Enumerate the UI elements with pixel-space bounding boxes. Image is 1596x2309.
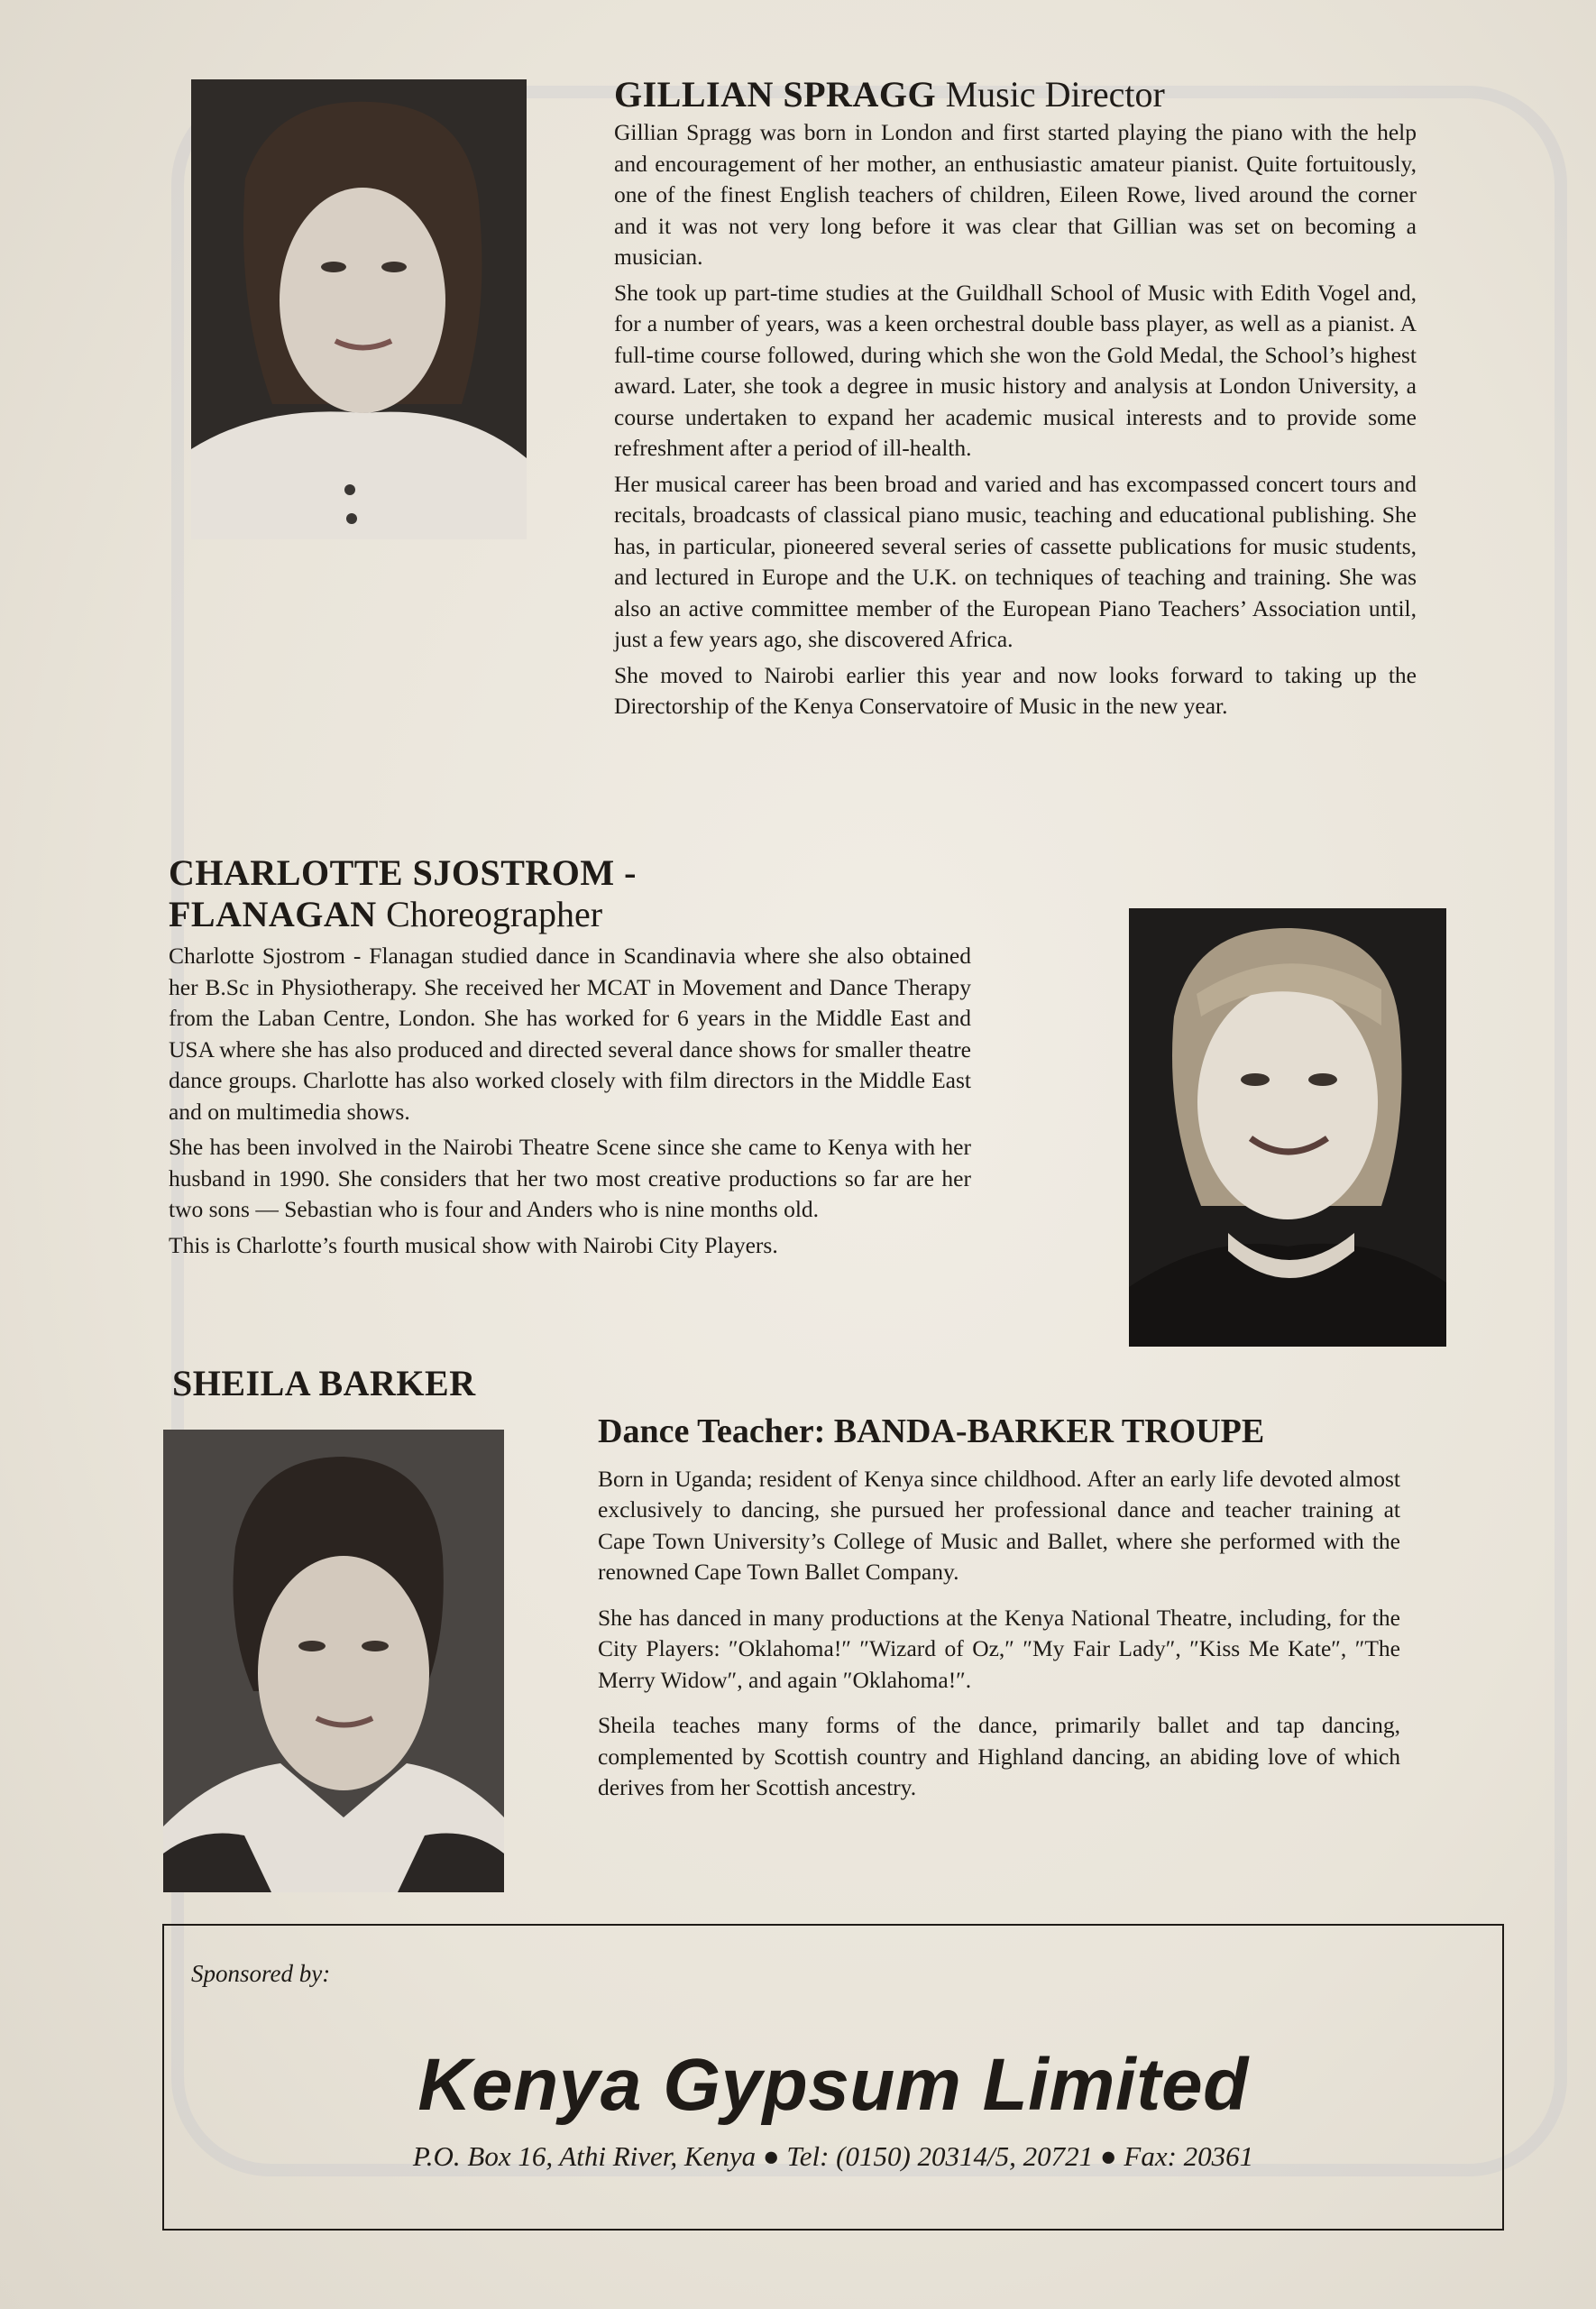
sponsor-box bbox=[162, 1924, 1504, 2231]
bio-paragraph: Born in Uganda; resident of Kenya since childhood. After an early life devoted almost exclusively to dancing, she pursued her professional dance and teacher training at Cape Town University’s College of Music and Ballet, where she performed with the renowned Cape Town Ballet Company. bbox=[598, 1465, 1400, 1586]
charlotte-flanagan-section bbox=[169, 852, 971, 1265]
bio-paragraph: Gillian Spragg was born in London and first started playing the piano with the help and encouragement of her mother, an enthusiastic amateur pianist. Quite fortuitously, one of the finest English teachers of children, Eileen Rowe, lived around the corner and it was not very long before it was clear that Gillian was set on becoming a musician. bbox=[614, 119, 1417, 270]
gillian-spragg-section bbox=[614, 74, 1417, 727]
gillian-spragg-heading bbox=[614, 74, 1417, 115]
bio-paragraph: She moved to Nairobi earlier this year and now looks forward to taking up the Directorship of the Kenya Conservatoire of Music in the new year. bbox=[614, 661, 1417, 719]
sheila-barker-name: SHEILA BARKER bbox=[172, 1363, 476, 1403]
charlotte-flanagan-bio bbox=[169, 941, 971, 1261]
sponsor-name: Kenya Gypsum Limited bbox=[417, 2044, 1249, 2126]
sheila-barker-section bbox=[598, 1412, 1400, 1808]
gillian-spragg-photo bbox=[191, 79, 527, 539]
sheila-barker-troupe: BANDA-BARKER TROUPE bbox=[833, 1412, 1265, 1450]
gillian-spragg-name: GILLIAN SPRAGG bbox=[614, 74, 937, 115]
gillian-spragg-role: Music Director bbox=[945, 74, 1165, 115]
sheila-barker-role bbox=[598, 1412, 1400, 1453]
sponsor-label: Sponsored by: bbox=[191, 1960, 331, 1987]
charlotte-flanagan-name-line1: CHARLOTTE SJOSTROM - bbox=[169, 852, 637, 893]
charlotte-flanagan-name-line2: FLANAGAN bbox=[169, 894, 377, 934]
charlotte-flanagan-role: Choreographer bbox=[386, 894, 603, 934]
bio-paragraph: She took up part-time studies at the Guildhall School of Music with Edith Vogel and, for a number of years, was a keen orchestral double bass player, as well as a pianist. A full-time course followed, during which she won the Gold Medal, the School’s highest award. Later, she took a degree in music history and analysis at London University, a course undertaken to expand her academic musical interests and to provide some refreshment after a period of ill-health. bbox=[614, 279, 1417, 461]
sheila-barker-role-prefix: Dance Teacher: bbox=[598, 1412, 826, 1450]
sheila-barker-heading bbox=[172, 1363, 476, 1404]
bio-paragraph: She has been involved in the Nairobi Theatre Scene since she came to Kenya with her husband in 1990. She considers that her two most creative productions so far are her two sons — Sebastian who is four and Anders who is nine months old. bbox=[169, 1134, 971, 1222]
charlotte-flanagan-heading bbox=[169, 852, 971, 935]
bio-paragraph: This is Charlotte’s fourth musical show with Nairobi City Players. bbox=[169, 1231, 778, 1258]
bio-paragraph: Charlotte Sjostrom - Flanagan studied dance in Scandinavia where she also obtained her B.Sc in Physiotherapy. She received her MCAT in Movement and Dance Therapy from the Laban Centre, London. She has worked for 6 years in the Middle East and USA where she has also produced and directed several dance shows for smaller theatre dance groups. Charlotte has also worked closely with film directors in the Middle East and on multimedia shows. bbox=[169, 943, 971, 1125]
sheila-barker-photo bbox=[163, 1430, 504, 1892]
bio-paragraph: Sheila teaches many forms of the dance, primarily ballet and tap dancing, complemented by Scottish country and Highland dancing, an abiding love of which derives from her Scottish ancestry. bbox=[598, 1712, 1400, 1801]
bio-paragraph: She has danced in many productions at the Kenya National Theatre, including, for the City Players: ″Oklahoma!″ ″Wizard of Oz,″ ″My Fair Lady″, ″Kiss Me Kate″, ″The Merry Widow″, and again ″Oklahoma!″. bbox=[598, 1604, 1400, 1693]
sponsor-address: P.O. Box 16, Athi River, Kenya ● Tel: (0150) 20314/5, 20721 ● Fax: 20361 bbox=[412, 2140, 1254, 2172]
sheila-barker-bio bbox=[598, 1464, 1400, 1804]
bio-paragraph: Her musical career has been broad and varied and has excompassed concert tours and recitals, broadcasts of classical piano music, teaching and educational publishing. She has, in particular, pioneered several series of cassette publications for music students, and lectured in Europe and the U.K. on techniques of teaching and training. She was also an active committee member of the European Piano Teachers’ Association until, just a few years ago, she discovered Africa. bbox=[614, 470, 1417, 652]
gillian-spragg-bio bbox=[614, 117, 1417, 722]
charlotte-flanagan-photo bbox=[1129, 908, 1446, 1347]
